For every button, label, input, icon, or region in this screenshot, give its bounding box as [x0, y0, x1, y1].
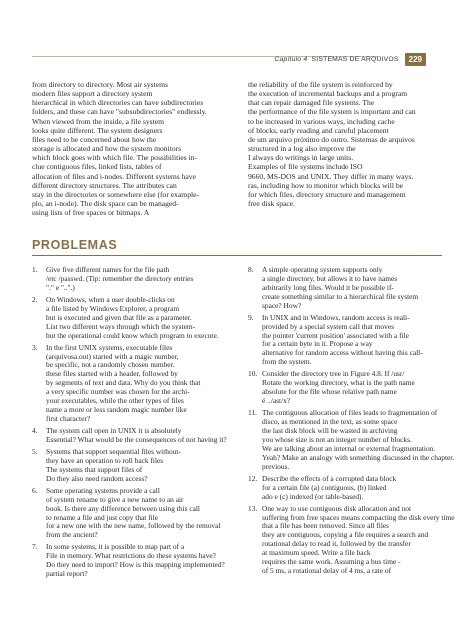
problem-line: Yeah? Make an analogy with something discussed in the chapter.: [262, 452, 455, 462]
problem-line: you whose size is not an integer number of blocks.: [262, 434, 412, 444]
problem-text: [46, 448, 242, 484]
running-header: [274, 52, 426, 66]
text-line: files need to be concerned about how the: [32, 134, 157, 144]
problem-number: 3.: [32, 342, 38, 352]
problem-text: [262, 370, 463, 406]
problem-line: In UNIX and in Windows, random access is reali-: [262, 312, 410, 322]
text-line: the performance of the file system is important and can: [248, 107, 416, 117]
text-line: structured in a log also improve the: [248, 144, 356, 154]
problem-line: é ../ast/x?: [262, 396, 291, 406]
problem-line: provided by a special system call that moves: [262, 321, 394, 331]
problem-number: 8.: [248, 265, 254, 274]
text-line: de um arquivo próximo do outro. Sistemas de arquivos: [248, 134, 415, 144]
text-line: for which files, directory structure and management: [248, 189, 406, 199]
problem-line: rotational delay to read it, followed by the transfer: [262, 539, 411, 549]
problem-line: Consider the directory tree in Figure 4.8. If /usr/: [262, 369, 405, 379]
problem-number: 9.: [248, 312, 254, 322]
problem-line: create something similar to a hierarchical file system: [262, 291, 419, 301]
problem-item: [248, 370, 463, 406]
problem-line: List two different ways through which the system-: [46, 321, 196, 331]
problem-text: [46, 344, 242, 424]
problem-text: [262, 475, 463, 502]
problem-number: 7.: [32, 542, 38, 552]
problem-line: your executables, while the other types of files: [46, 396, 184, 406]
problem-line: File in memory. What restrictions do these systems have?: [46, 551, 216, 561]
problem-line: for a certain byte in it. Propose a way: [262, 339, 373, 349]
problem-line: for a certain file (a) contiguous, (b) linked: [262, 482, 387, 492]
problem-line: Describe the effects of a corrupted data block: [262, 473, 397, 483]
problem-line: of 5 ms, a rotational delay of 4 ms, a rate of: [262, 565, 392, 575]
problem-text: [46, 266, 242, 293]
problem-item: [32, 344, 242, 424]
problems-right-column: [248, 266, 463, 579]
text-line: hierarchical in which directories can have subdirectories: [32, 98, 204, 108]
problem-item: [32, 448, 242, 484]
text-line: using lists of free spaces or bitmaps. A: [32, 208, 150, 218]
problem-line: Essential? What would be the consequences of not having it?: [46, 434, 227, 444]
chapter-label: Capítulo 4: [274, 55, 308, 63]
problem-line: Do they also need random access?: [46, 473, 148, 483]
problem-line: first character?: [46, 413, 91, 423]
problem-item: [32, 266, 242, 293]
problem-text: [262, 409, 463, 471]
problem-line: Do they need to import? How is this mapping implemented?: [46, 560, 225, 570]
problem-line: these files started with a header, followed by: [46, 369, 178, 379]
text-line: folders, and these can have "subsubdirectories" endlessly.: [32, 107, 207, 117]
section-rule: [32, 255, 442, 256]
problem-number: 4.: [32, 425, 38, 435]
text-line: 9660, MS-DOS and UNIX. They differ in many ways.: [248, 171, 414, 181]
problem-text: [46, 296, 242, 341]
problem-item: [32, 296, 242, 341]
text-line: When viewed from the inside, a file system: [32, 116, 165, 126]
text-line: the execution of incremental backups and a program: [248, 89, 408, 99]
problem-line: (arquivosa.out) started with a magic number,: [46, 351, 179, 361]
problem-line: Systems that support sequential files without-: [46, 446, 181, 456]
problem-line: One way to use contiguous disk allocation and not: [262, 503, 412, 513]
problem-item: [248, 409, 463, 471]
problem-line: from the system.: [262, 357, 312, 367]
text-line: that can repair damaged file systems. The: [248, 98, 375, 108]
problem-text: [46, 487, 242, 540]
problem-line: /etc /passwd. (Tip: remember the directory entries: [46, 273, 194, 283]
problem-text: [262, 266, 463, 311]
problem-line: A simple operating system supports only: [262, 265, 383, 274]
problem-item: [32, 427, 242, 445]
problem-line: Some operating systems provide a call: [46, 485, 160, 495]
problem-line: a single directory, but allows it to have names: [262, 273, 398, 283]
top-right-column: [248, 80, 458, 208]
problem-line: name a more or less random magic number like: [46, 404, 187, 414]
text-line: the reliability of the file system is reinforced by: [248, 80, 393, 89]
problem-line: ado e (c) indexed (or table-based).: [262, 491, 364, 501]
text-line: allocation of files and i-nodes. Different systems have: [32, 171, 196, 181]
problem-line: "." e "..".): [46, 282, 75, 292]
problem-line: The system call open in UNIX it is absolutely: [46, 425, 182, 435]
text-line: clue contiguous files, linked lists, tables of: [32, 162, 162, 172]
problem-line: they are contiguous, copying a file requires a search and: [262, 530, 429, 540]
problem-number: 5.: [32, 446, 38, 456]
problem-item: [32, 543, 242, 579]
problem-line: In the first UNIX systems, executable files: [46, 342, 173, 352]
problem-line: of system rename to give a new name to an air: [46, 494, 184, 504]
page-number: 229: [405, 53, 426, 66]
problem-line: a very specific number was chosen for the archi-: [46, 387, 190, 397]
text-line: which block goes with which file. The possibilities in-: [32, 153, 198, 163]
problem-line: requires the same work. Assuming a bus time -: [262, 557, 401, 567]
text-line: plo, an i-node). The disk space can be managed-: [32, 199, 179, 209]
problem-line: On Windows, when a user double-clicks on: [46, 294, 175, 304]
problem-line: by segments of text and data. Why do you think that: [46, 378, 201, 388]
text-line: Examples of file systems include ISO: [248, 162, 363, 172]
problem-line: book. Is there any difference between using this call: [46, 503, 200, 513]
problem-line: be specific, not a randomly chosen number.: [46, 360, 175, 370]
problem-text: [262, 314, 463, 367]
problem-line: a file listed by Windows Explorer, a program: [46, 303, 180, 313]
problem-item: [248, 505, 463, 576]
problems-left-column: [32, 266, 242, 582]
problem-text: [262, 505, 463, 576]
problem-line: arbitrarily long files. Would it be possible if-: [262, 282, 394, 292]
problem-line: space? How?: [262, 300, 302, 310]
problem-number: 10.: [248, 369, 258, 379]
text-line: free disk space.: [248, 199, 296, 209]
text-line: stay in the directories or somewhere else (for example-: [32, 189, 199, 199]
text-line: of blocks, early reading and careful placement: [248, 125, 389, 135]
problem-line: The contiguous allocation of files leads to fragmentation of: [262, 408, 438, 418]
problem-line: suffering from free spaces means compacting the disk every time: [262, 512, 455, 522]
problem-item: [248, 266, 463, 311]
problem-line: previous.: [262, 461, 290, 471]
problem-line: The systems that support files of: [46, 464, 143, 474]
problem-line: but is executed and given that file as a parameter.: [46, 312, 192, 322]
text-line: I always do writings in large units.: [248, 153, 354, 163]
problem-line: they have an operation to roll back files: [46, 455, 164, 465]
text-line: ras, including how to monitor which blocks will be: [248, 180, 404, 190]
problem-line: In some systems, it is possible to map part of a: [46, 542, 185, 552]
text-line: different directory structures. The attributes can: [32, 180, 177, 190]
problem-line: at maximum speed. Write a file back: [262, 548, 371, 558]
problem-number: 2.: [32, 294, 38, 304]
problem-line: disco, as mentioned in the text, as some space: [262, 417, 398, 427]
problem-text: [46, 427, 242, 445]
problem-number: 11.: [248, 408, 257, 418]
problem-line: from the ancient?: [46, 530, 98, 540]
problem-line: Give five different names for the file path: [46, 265, 170, 274]
problem-line: Rotate the working directory, what is the path name: [262, 378, 415, 388]
problem-line: the last disk block will be wasted in archiving: [262, 425, 398, 435]
top-left-column: [32, 80, 232, 217]
problem-line: that a file has been removed. Since all files: [262, 521, 390, 531]
problem-line: to rename a file and just copy that file: [46, 512, 159, 522]
running-header-text: [274, 56, 398, 63]
text-line: from directory to directory. Most air systems: [32, 80, 168, 89]
section-title: PROBLEMAS: [32, 238, 118, 252]
problem-line: alternative for random access without having this call-: [262, 348, 423, 358]
problem-line: We are talking about an internal or external fragmentation.: [262, 443, 436, 453]
problem-number: 12.: [248, 473, 258, 483]
problem-number: 13.: [248, 503, 258, 513]
text-line: modern files support a directory system: [32, 89, 153, 99]
text-line: storage is allocated and how the system monitors: [32, 144, 182, 154]
section-label: SISTEMAS DE ARQUIVOS: [311, 55, 399, 63]
problem-number: 6.: [32, 485, 38, 495]
problem-item: [248, 475, 463, 502]
problem-line: but the operational could know which program to execute.: [46, 330, 219, 340]
problem-text: [46, 543, 242, 579]
problem-line: partial report?: [46, 569, 88, 579]
problem-item: [32, 487, 242, 540]
problem-number: 1.: [32, 265, 38, 274]
text-line: to be increased in various ways, including cache: [248, 116, 395, 126]
problem-line: for a new one with the new name, followed by the removal: [46, 521, 221, 531]
problem-item: [248, 314, 463, 367]
problem-line: absolute for the file whose relative path name: [262, 387, 397, 397]
problem-line: the pointer 'current position' associated with a file: [262, 330, 409, 340]
text-line: looks quite different. The system designers: [32, 125, 163, 135]
